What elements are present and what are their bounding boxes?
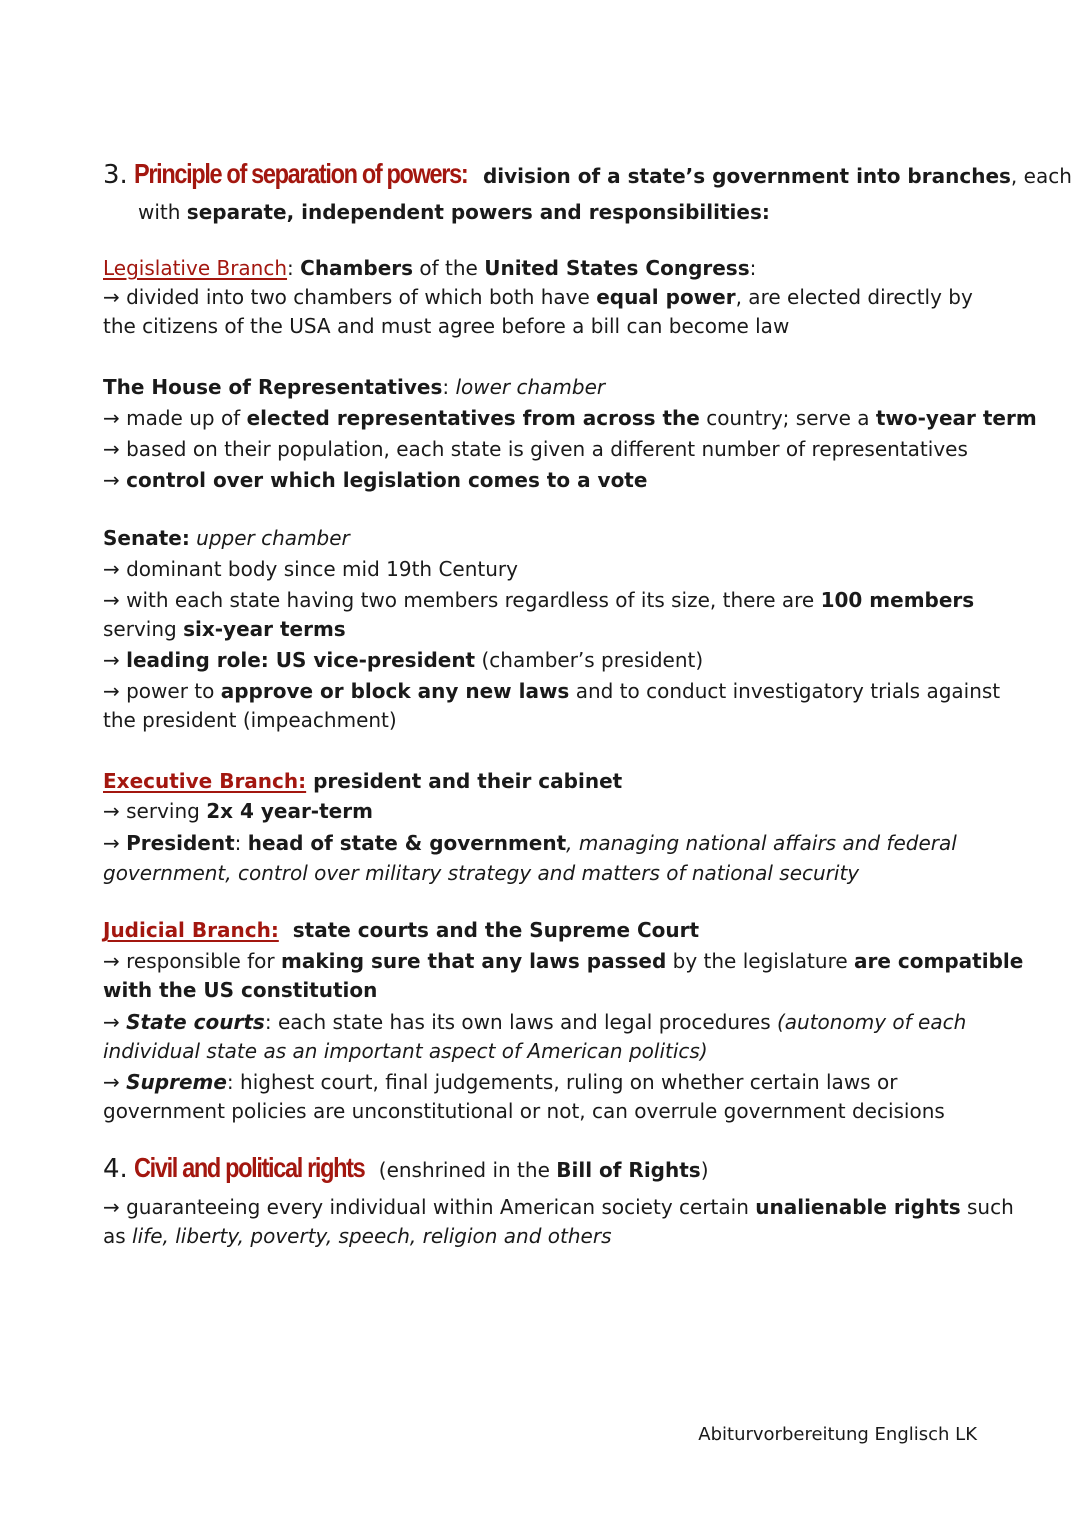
section-3-heading bbox=[103, 156, 1072, 230]
section-4-block bbox=[103, 1150, 1014, 1251]
senate-bullet-2: → with each state having two members regardless of its size, there are 100 members bbox=[103, 588, 975, 612]
judicial-bullet-3: → Supreme: highest court, final judgements, ruling on whether certain laws or bbox=[103, 1070, 898, 1094]
judicial-heading: Judicial Branch: state courts and the Supreme Court bbox=[103, 918, 700, 942]
house-block bbox=[103, 372, 1037, 496]
executive-bullet-1: → serving 2x 4 year-term bbox=[103, 799, 373, 823]
senate-bullet-2-cont: serving six-year terms bbox=[103, 617, 346, 641]
executive-bullet-2: → President: head of state & government, managing national affairs and federal bbox=[103, 831, 957, 855]
legislative-branch-block bbox=[103, 254, 983, 341]
definition-bold: division of a state’s government into branches bbox=[482, 164, 1011, 188]
judicial-branch-block bbox=[103, 916, 1024, 1126]
senate-bullet-1: → dominant body since mid 19th Century bbox=[103, 557, 518, 581]
senate-block bbox=[103, 524, 1001, 735]
senate-bullet-3: → leading role: US vice-president (chamber’s president) bbox=[103, 648, 704, 672]
judicial-bullet-1-cont: with the US constitution bbox=[103, 978, 378, 1002]
judicial-bullet-2-cont: individual state as an important aspect of American politics) bbox=[103, 1039, 708, 1063]
section-4-bullet: → guaranteeing every individual within American society certain unalienable rights such bbox=[103, 1195, 1014, 1219]
legislative-branch-label: Legislative Branch bbox=[103, 256, 288, 280]
legislative-bullet-cont: the citizens of the USA and must agree before a bill can become law bbox=[103, 314, 790, 338]
executive-bullet-2-cont: government, control over military strategy and matters of national security bbox=[103, 861, 860, 885]
definition-rest: , each bbox=[1010, 164, 1072, 188]
house-bullet-3: → control over which legislation comes to a vote bbox=[103, 468, 648, 492]
senate-bullet-4: → power to approve or block any new laws and to conduct investigatory trials against bbox=[103, 679, 1001, 703]
house-bullet-1: → made up of elected representatives from across the country; serve a two-year term bbox=[103, 406, 1037, 430]
judicial-bullet-1: → responsible for making sure that any laws passed by the legislature are compatible bbox=[103, 949, 1024, 973]
senate-bullet-4-cont: the president (impeachment) bbox=[103, 708, 397, 732]
section-4-bullet-cont: as life, liberty, poverty, speech, religion and others bbox=[103, 1224, 612, 1248]
definition-line-2: with separate, independent powers and responsibilities: bbox=[138, 200, 770, 224]
judicial-branch-label: Judicial Branch: bbox=[103, 918, 279, 942]
section-title: Principle of separation of powers: bbox=[134, 158, 468, 189]
page-footer: Abiturvorbereitung Englisch LK bbox=[698, 1424, 977, 1445]
executive-branch-block bbox=[103, 766, 983, 888]
judicial-bullet-2: → State courts: each state has its own laws and legal procedures (autonomy of each bbox=[103, 1010, 967, 1034]
legislative-bullet: → divided into two chambers of which both have equal power, are elected directly by bbox=[103, 285, 973, 309]
judicial-bullet-3-cont: government policies are unconstitutional or not, can overrule government decisions bbox=[103, 1099, 945, 1123]
section-number: 3. bbox=[103, 160, 128, 190]
section-number: 4. bbox=[103, 1154, 128, 1184]
senate-heading: Senate: upper chamber bbox=[103, 526, 350, 550]
house-heading: The House of Representatives: lower chamber bbox=[103, 375, 606, 399]
section-4-heading: 4. Civil and political rights (enshrined in the Bill of Rights) bbox=[103, 1152, 709, 1184]
section-title: Civil and political rights bbox=[134, 1152, 365, 1183]
legislative-heading: Legislative Branch: Chambers of the United States Congress: bbox=[103, 256, 757, 280]
executive-heading: Executive Branch: president and their cabinet bbox=[103, 769, 623, 793]
house-bullet-2: → based on their population, each state is given a different number of representatives bbox=[103, 437, 968, 461]
executive-branch-label: Executive Branch: bbox=[103, 769, 307, 793]
